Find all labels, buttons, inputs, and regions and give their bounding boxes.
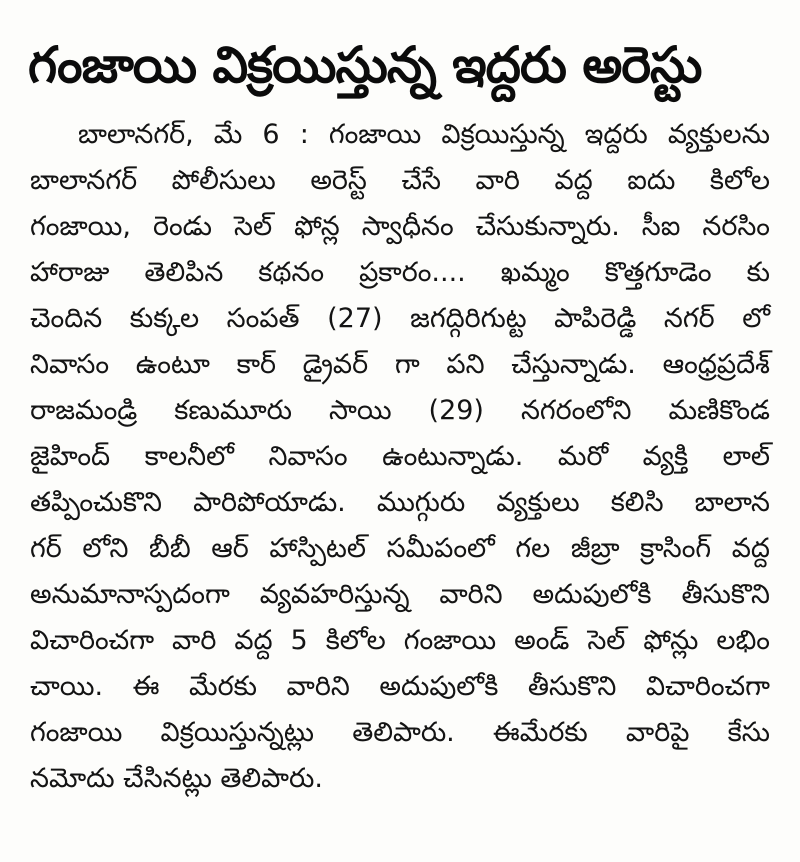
article-line: నివాసం ఉంటూ కార్ డ్రైవర్ గా పని చేస్తున్నాడు. ఆంధ్రప్రదేశ్ <box>30 349 770 380</box>
article-line: బాలానగర్ పోలీసులు అరెస్ట్ చేసే వారి వద్ద ఐదు కిలోల <box>30 165 770 196</box>
article-line: గర్ లోని బీబీ ఆర్ హాస్పిటల్ సమీపంలో గల జీబ్రా క్రాసింగ్ వద్ద <box>30 533 770 564</box>
article-line: బాలానగర్, మే 6 : గంజాయి విక్రయిస్తున్న ఇద్దరు వ్యక్తులను <box>78 119 770 150</box>
article-line: జైహింద్ కాలనీలో నివాసం ఉంటున్నాడు. మరో వ్యక్తి లాల్ <box>30 441 770 472</box>
article-line: హారాజు తెలిపిన కథనం ప్రకారం.... ఖమ్మం కొత్తగూడెం కు <box>30 257 770 288</box>
article-line: రాజమండ్రి కణుమూరు సాయి (29) నగరంలోని మణికొండ <box>30 395 770 426</box>
article-line: చెందిన కుక్కల సంపత్ (27) జగద్గిరిగుట్ట పాపిరెడ్డి నగర్ లో <box>30 303 770 334</box>
article-line: నమోదు చేసినట్లు తెలిపారు. <box>30 763 323 794</box>
article-line: చాయి. ఈ మేరకు వారిని అదుపులోకి తీసుకొని విచారించగా <box>30 671 770 702</box>
headline: గంజాయి విక్రయిస్తున్న ఇద్దరు అరెస్టు <box>28 36 702 94</box>
article-body <box>30 112 770 802</box>
article-line: విచారించగా వారి వద్ద 5 కిలోల గంజాయి అండ్ సెల్ ఫోన్లు లభిం <box>30 625 770 656</box>
article-line: గంజాయి విక్రయిస్తున్నట్లు తెలిపారు. ఈమేరకు వారిపై కేసు <box>30 717 770 748</box>
article-line: గంజాయి, రెండు సెల్ ఫోన్ల స్వాధీనం చేసుకున్నారు. సీఐ నరసిం <box>30 211 770 242</box>
article-line: తప్పించుకొని పారిపోయాడు. ముగ్గురు వ్యక్తులు కలిసి బాలాన <box>30 487 770 518</box>
article-line: అనుమానాస్పదంగా వ్యవహరిస్తున్న వారిని అదుపులోకి తీసుకొని <box>30 579 770 610</box>
